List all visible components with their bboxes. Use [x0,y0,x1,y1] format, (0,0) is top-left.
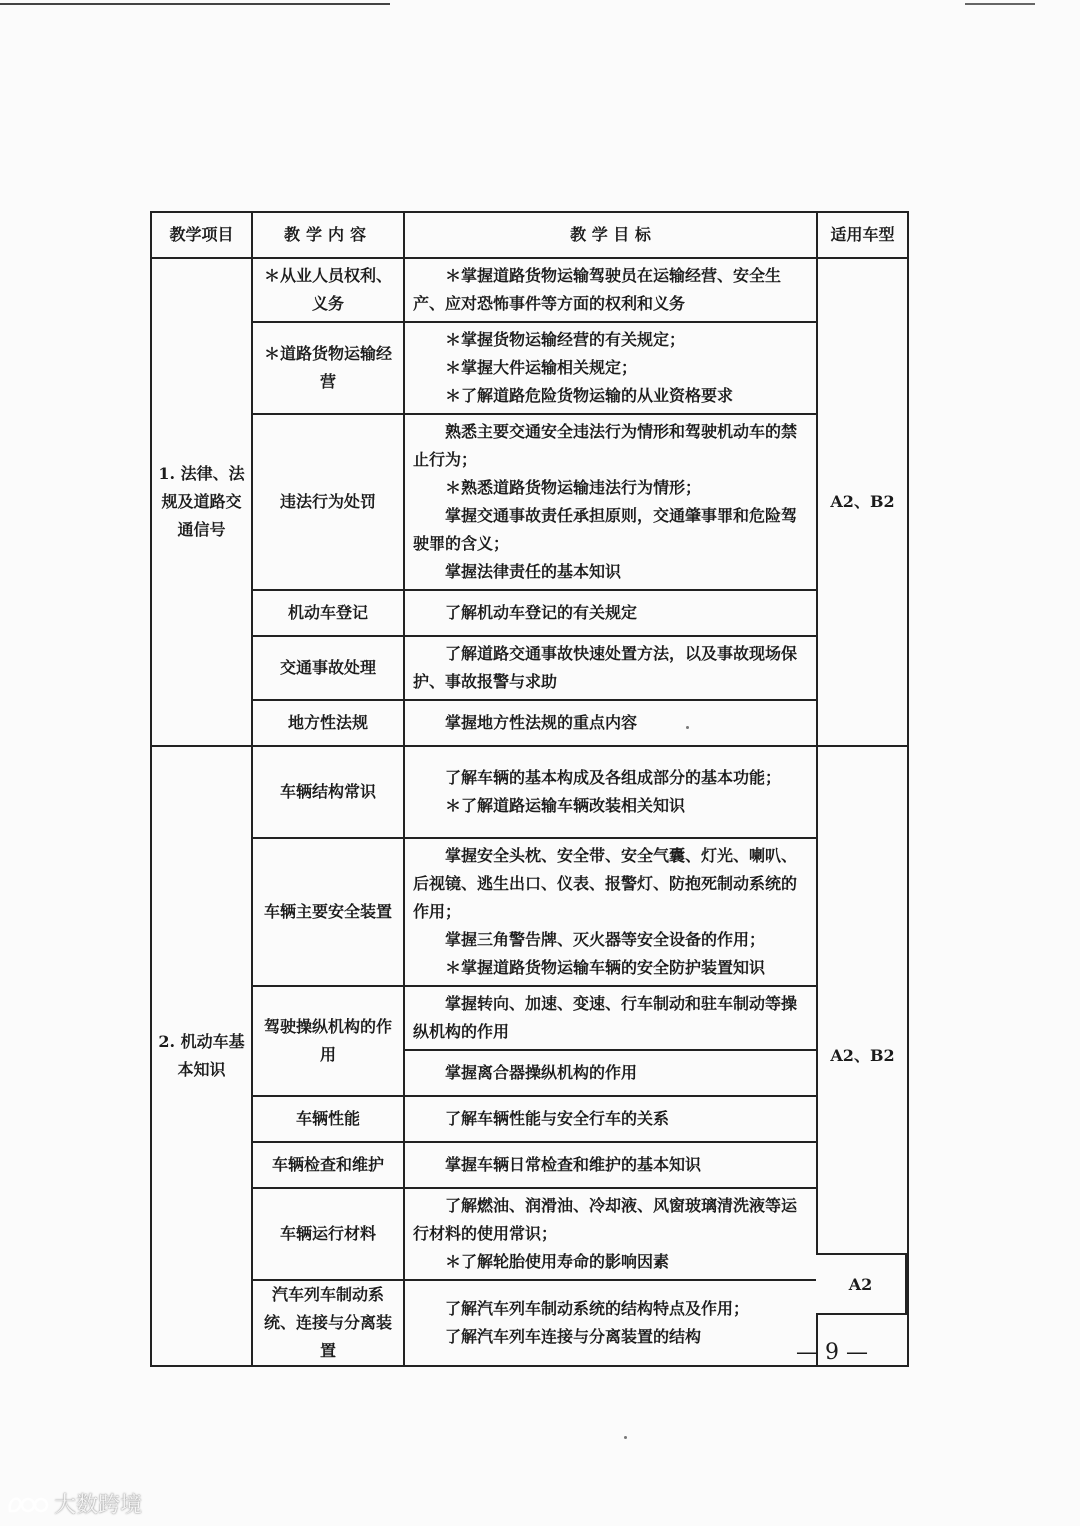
objective-line: 掌握转向、加速、变速、行车制动和驻车制动等操纵机构的作用 [413,994,798,1041]
table-row [151,590,908,636]
table-row [151,636,908,700]
objective-line: ＊熟悉道路货物运输违法行为情形； [445,478,702,497]
table-header-row [151,212,908,258]
objective-line: ＊了解道路运输车辆改装相关知识 [445,796,686,815]
content-cell: 机动车登记 [252,590,404,636]
content-cell: 交通事故处理 [252,636,404,700]
header-project: 教学项目 [151,212,252,258]
vehicle-cell: A2、B2 [817,746,908,1366]
objectives-cell [404,1050,817,1096]
objective-line: 了解燃油、润滑油、冷却液、风窗玻璃清洗液等运行材料的使用常识； [413,1196,798,1243]
content-cell: 车辆主要安全装置 [252,838,404,986]
table-row [151,1142,908,1188]
objectives-cell [404,1280,817,1366]
content-cell: ＊从业人员权利、义务 [252,258,404,322]
scan-speck [686,726,689,729]
objectives-cell [404,322,817,414]
objectives-cell [404,838,817,986]
scan-speck [624,1436,627,1439]
header-objectives: 教 学 目 标 [404,212,817,258]
table-row [151,700,908,746]
objective-line: 掌握离合器操纵机构的作用 [445,1063,638,1082]
objectives-cell [404,590,817,636]
objectives-cell [404,258,817,322]
objective-line: ＊掌握道路货物运输驾驶员在运输经营、安全生产、应对恐怖事件等方面的权利和义务 [413,266,782,313]
objectives-cell [404,414,817,590]
table-row [151,1280,908,1366]
watermark-text: 大数跨境 [54,1493,143,1518]
content-cell: ＊道路货物运输经营 [252,322,404,414]
header-vehicle: 适用车型 [817,212,908,258]
objectives-cell [404,1096,817,1142]
objective-line: ＊掌握道路货物运输车辆的安全防护装置知识 [445,958,766,977]
vehicle-a2-label: A2 [848,1274,873,1294]
table-row [151,1188,908,1280]
vehicle-cell-a2 [816,1253,907,1315]
header-content: 教学内容 [252,212,404,258]
objective-line: 掌握安全头枕、安全带、安全气囊、灯光、喇叭、后视镜、逃生出口、仪表、报警灯、防抱死制动系统的作用； [413,846,798,921]
scan-top-mark [965,3,1035,5]
objective-line: ＊了解轮胎使用寿命的影响因素 [445,1252,670,1271]
objective-line: ＊了解道路危险货物运输的从业资格要求 [445,386,734,405]
vehicle-cell: A2、B2 [817,258,908,746]
objectives-cell [404,746,817,838]
table-row [151,322,908,414]
table-row [151,1096,908,1142]
table-row [151,986,908,1050]
scan-top-edge [0,3,390,5]
objectives-cell [404,1188,817,1280]
table-row [151,258,908,322]
watermark [6,1488,142,1519]
project-cell: 2. 机动车基本知识 [151,746,252,1366]
content-cell: 驾驶操纵机构的作用 [252,986,404,1096]
objective-line: 了解车辆的基本构成及各组成部分的基本功能； [445,768,782,787]
objective-line: 了解汽车列车连接与分离装置的结构 [445,1327,702,1346]
objective-line: 了解道路交通事故快速处置方法，以及事故现场保护、事故报警与求助 [413,644,798,691]
objectives-cell [404,986,817,1050]
content-cell: 违法行为处罚 [252,414,404,590]
table-row [151,838,908,986]
content-cell: 车辆运行材料 [252,1188,404,1280]
content-cell: 地方性法规 [252,700,404,746]
objective-line: 了解机动车登记的有关规定 [445,603,638,622]
content-cell: 汽车列车制动系统、连接与分离装置 [252,1280,404,1366]
objective-line: 了解汽车列车制动系统的结构特点及作用； [445,1299,750,1318]
objective-line: 掌握法律责任的基本知识 [445,562,622,581]
table-row [151,746,908,838]
objectives-cell [404,636,817,700]
content-cell: 车辆检查和维护 [252,1142,404,1188]
content-cell: 车辆结构常识 [252,746,404,838]
objective-line: 了解车辆性能与安全行车的关系 [445,1109,670,1128]
objective-line: 掌握三角警告牌、灭火器等安全设备的作用； [445,930,766,949]
objectives-cell [404,700,817,746]
objective-line: ＊掌握货物运输经营的有关规定； [445,330,686,349]
objective-line: 掌握车辆日常检查和维护的基本知识 [445,1155,702,1174]
page-number: — 9 — [796,1340,868,1365]
table-row [151,414,908,590]
objective-line: 掌握交通事故责任承担原则，交通肇事罪和危险驾驶罪的含义； [413,506,798,553]
objective-line: 掌握地方性法规的重点内容 [445,713,638,732]
project-cell: 1. 法律、法规及道路交通信号 [151,258,252,746]
objective-line: 熟悉主要交通安全违法行为情形和驾驶机动车的禁止行为； [413,422,798,469]
curriculum-table [150,211,909,1367]
content-cell: 车辆性能 [252,1096,404,1142]
watermark-logo-icon [6,1491,50,1517]
objective-line: ＊掌握大件运输相关规定； [445,358,638,377]
objectives-cell [404,1142,817,1188]
